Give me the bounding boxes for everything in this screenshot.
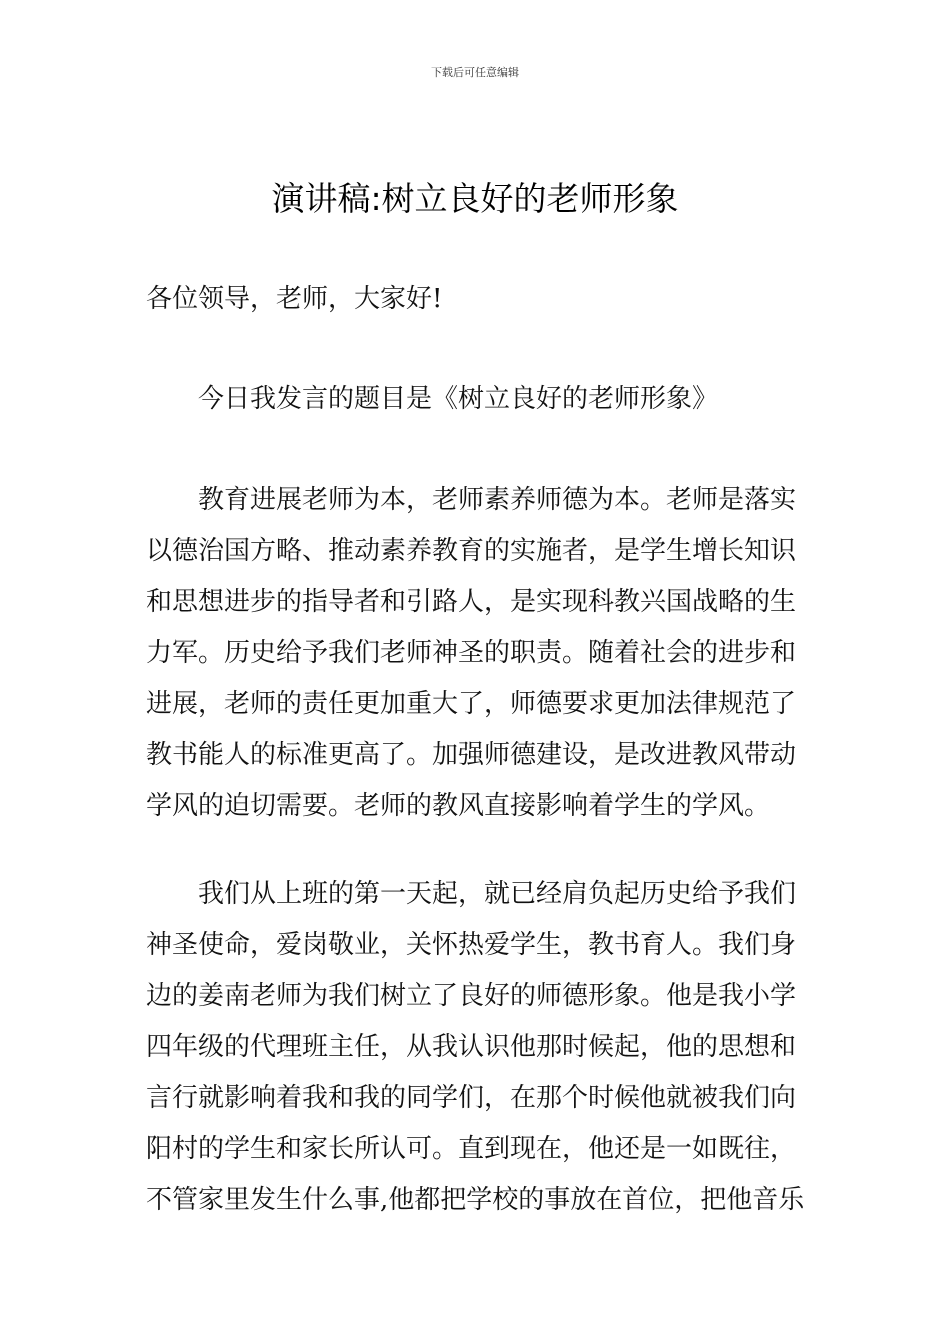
intro-text: 今日我发言的题目是《树立良好的老师形象》: [198, 384, 719, 414]
paragraph-1-line: 以德治国方略、推动素养教育的实施者，是学生增长知识: [146, 536, 797, 566]
paragraph-2-line: 四年级的代理班主任，从我认识他那时候起，他的思想和: [146, 1032, 797, 1062]
greeting-text: 各位领导，老师，大家好!: [146, 284, 443, 314]
paragraph-2-line: 我们从上班的第一天起，就已经肩负起历史给予我们: [198, 879, 797, 909]
document-title: 演讲稿:树立良好的老师形象: [271, 179, 679, 218]
paragraph-2: [146, 869, 806, 1226]
intro-line: [146, 374, 806, 425]
paragraph-1-line: 学风的迫切需要。老师的教风直接影响着学生的学风。: [146, 791, 771, 821]
paragraph-2-line: 言行就影响着我和我的同学们，在那个时候他就被我们向: [146, 1083, 797, 1113]
paragraph-1-line: 进展，老师的责任更加重大了，师德要求更加法律规范了: [146, 689, 797, 719]
paragraph-2-line: 神圣使命，爱岗敬业，关怀热爱学生，教书育人。我们身: [146, 930, 797, 960]
greeting-line: [146, 274, 806, 325]
paragraph-2-line: 不管家里发生什么事,他都把学校的事放在首位，把他音乐: [146, 1185, 805, 1215]
paragraph-1-line: 和思想进步的指导者和引路人，是实现科教兴国战略的生: [146, 587, 797, 617]
paragraph-2-line: 边的姜南老师为我们树立了良好的师德形象。他是我小学: [146, 981, 797, 1011]
header-note: 下载后可任意编辑: [431, 66, 519, 79]
paragraph-1-line: 力军。历史给予我们老师神圣的职责。随着社会的进步和: [146, 638, 797, 668]
paragraph-1-line: 教育进展老师为本，老师素养师德为本。老师是落实: [198, 485, 797, 515]
paragraph-1-line: 教书能人的标准更高了。加强师德建设，是改进教风带动: [146, 740, 797, 770]
paragraph-2-line: 阳村的学生和家长所认可。直到现在，他还是一如既往，: [146, 1134, 797, 1164]
paragraph-1: [146, 475, 806, 832]
